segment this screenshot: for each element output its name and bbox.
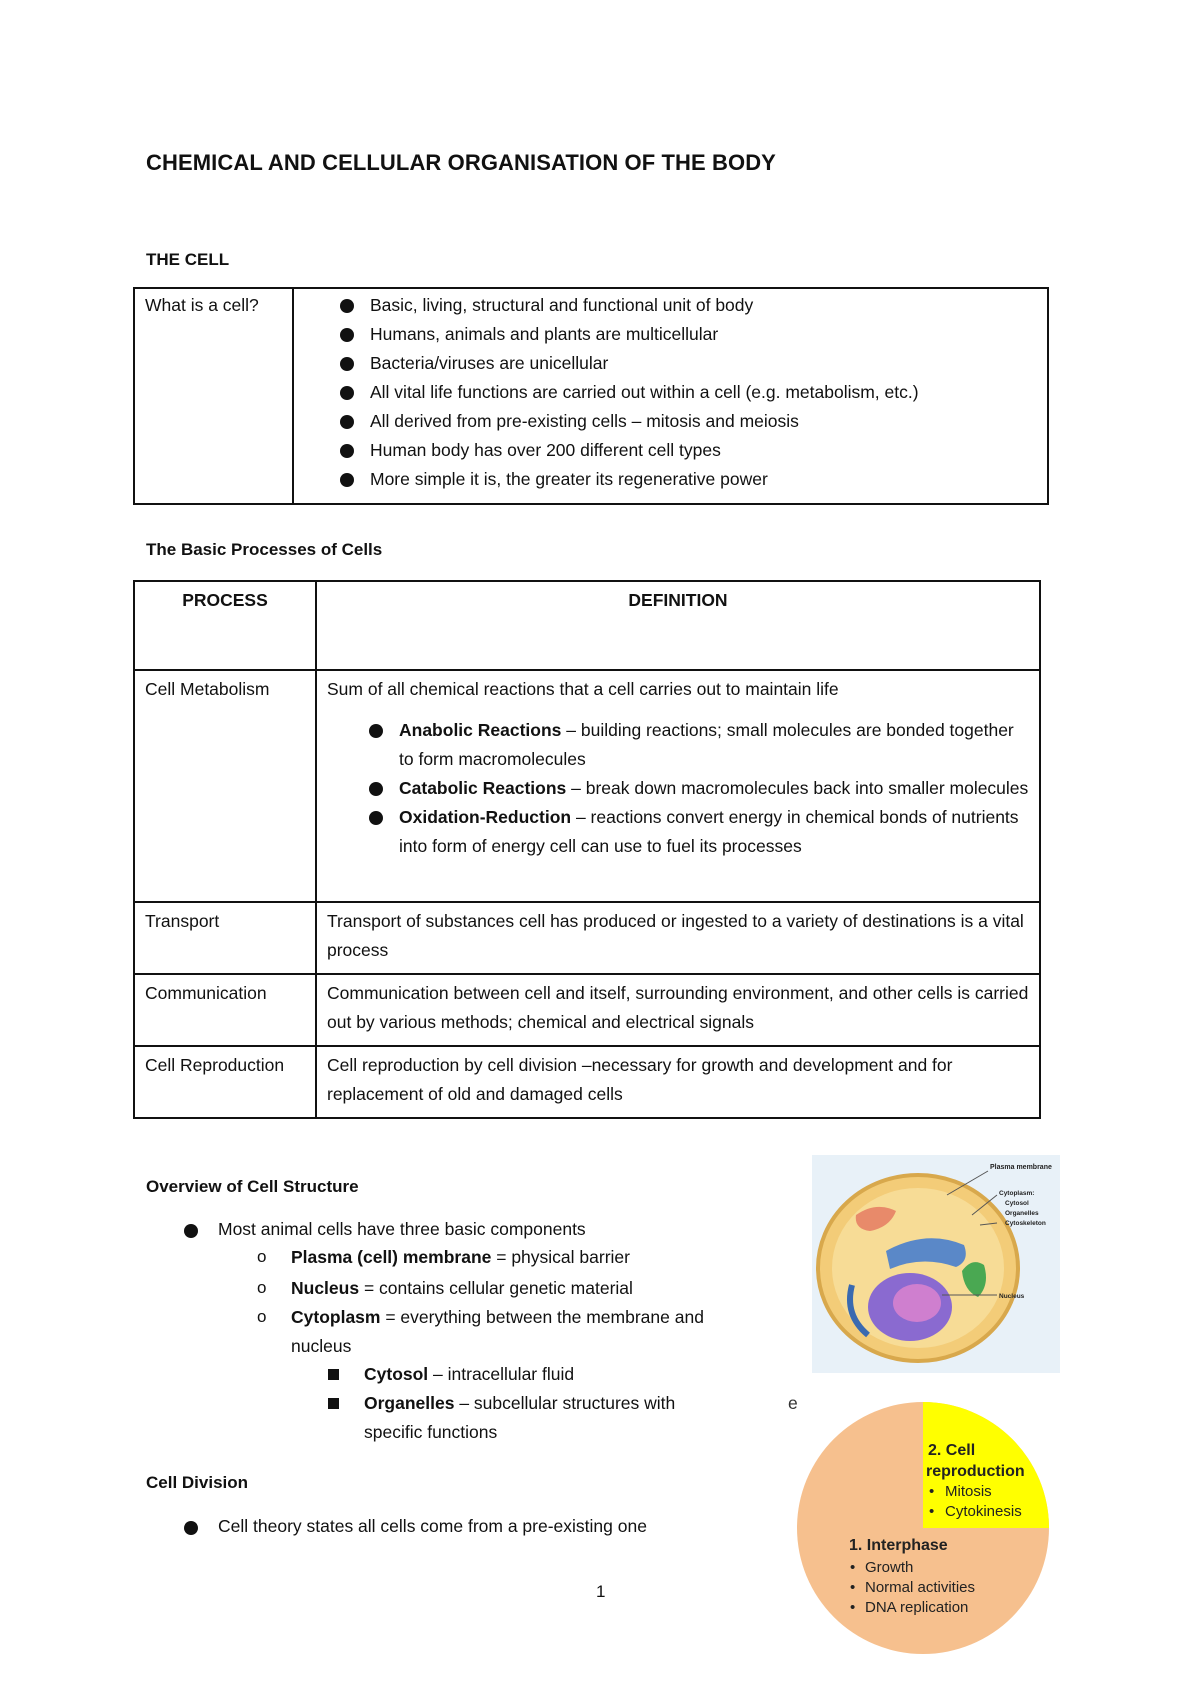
list-item: All vital life functions are carried out within a cell (e.g. metabolism, etc.) [334,378,1037,407]
row-label-reproduction: Cell Reproduction [134,1046,316,1118]
metabolism-intro: Sum of all chemical reactions that a cell carries out to maintain life [327,679,839,699]
page-number: 1 [596,1582,606,1601]
reaction-text: – break down macromolecules back into smaller molecules [566,778,1029,798]
reaction-term: Catabolic Reactions [399,778,567,798]
nucleus-term: Nucleus [291,1278,360,1298]
reproduction-definition: Cell reproduction by cell division –necessary for growth and development and for replacement of old and damaged cells [316,1046,1040,1118]
cytosol-term: Cytosol [364,1364,429,1384]
cytoplasm-line [291,1303,704,1332]
label-cytoskeleton: Cytoskeleton [1005,1220,1046,1227]
list-item [363,716,1029,774]
reproduction-bullet-icon: • [929,1483,935,1500]
row-label-communication: Communication [134,974,316,1046]
section-heading-cell-division: Cell Division [146,1473,249,1492]
overview-bullet-text: Most animal cells have three basic components [218,1219,586,1239]
list-item: All derived from pre-existing cells – mitosis and meiosis [334,407,1037,436]
list-item [363,803,1029,861]
cell-bullet-list [334,291,1037,494]
what-is-a-cell-table [133,287,1049,505]
list-item: Human body has over 200 different cell types [334,436,1037,465]
communication-definition: Communication between cell and itself, surrounding environment, and other cells is carried out by various methods; chemical and electrical signals [316,974,1040,1046]
reproduction-bullet-icon: • [929,1503,935,1520]
metabolism-definition [316,670,1040,902]
interphase-bullet-icon: • [850,1579,856,1596]
nucleus-text: = contains cellular genetic material [359,1278,633,1298]
division-bullet-text: Cell theory states all cells come from a pre-existing one [218,1516,647,1536]
cytosol-line [364,1360,574,1389]
list-item: More simple it is, the greater its regenerative power [334,465,1037,494]
cytoplasm-line-continued: nucleus [291,1336,352,1356]
interphase-item: Growth [865,1559,914,1576]
row-label-transport: Transport [134,902,316,974]
bullet-icon [184,1224,198,1238]
row-label-metabolism: Cell Metabolism [134,670,316,902]
transport-definition: Transport of substances cell has produced or ingested to a variety of destinations is a vital process [316,902,1040,974]
label-cytosol: Cytosol [1005,1200,1029,1207]
list-item: Basic, living, structural and functional unit of body [334,291,1037,320]
cell-cycle-diagram [795,1400,1055,1658]
nucleolus-shape [893,1284,941,1322]
reproduction-title-line2: reproduction [926,1463,1025,1480]
interphase-bullet-icon: • [850,1559,856,1576]
document-title: CHEMICAL AND CELLULAR ORGANISATION OF THE BODY [146,150,776,175]
list-item: Bacteria/viruses are unicellular [334,349,1037,378]
animal-cell-illustration [812,1155,1060,1373]
section-heading-the-cell: THE CELL [146,250,230,269]
list-item [363,774,1029,803]
reproduction-item: Cytokinesis [945,1503,1022,1520]
interphase-bullet-icon: • [850,1599,856,1616]
reaction-term: Anabolic Reactions [399,720,562,740]
organelles-line [364,1389,675,1418]
label-plasma-membrane: Plasma membrane [990,1164,1052,1171]
interphase-item: Normal activities [865,1579,976,1596]
interphase-title: 1. Interphase [849,1537,948,1554]
reproduction-item: Mitosis [945,1483,992,1500]
cytoplasm-term: Cytoplasm [291,1307,381,1327]
stray-character: e [788,1393,798,1413]
organelles-line-continued: specific functions [364,1422,498,1442]
square-bullet-icon [328,1369,339,1380]
organelles-term: Organelles [364,1393,455,1413]
reaction-term: Oxidation-Reduction [399,807,572,827]
section-heading-processes: The Basic Processes of Cells [146,540,383,559]
list-item: Humans, animals and plants are multicellular [334,320,1037,349]
plasma-membrane-line [291,1243,630,1272]
reproduction-title: 2. Cell [928,1442,976,1459]
metabolism-reaction-list [363,716,1029,861]
row-label-what-is-a-cell: What is a cell? [134,288,293,504]
label-cytoplasm: Cytoplasm: [999,1190,1035,1197]
nucleus-line [291,1274,633,1303]
cytosol-text: – intracellular fluid [428,1364,575,1384]
label-organelles: Organelles [1005,1210,1039,1217]
processes-table [133,580,1041,1119]
plasma-text: = physical barrier [491,1247,630,1267]
reaction-text: – reactions convert energy in chemical bonds of nutrients into form of energy cell can use to fuel its processes [399,807,1019,856]
column-header-definition: DEFINITION [316,581,1040,670]
plasma-term: Plasma (cell) membrane [291,1247,492,1267]
reaction-text: – building reactions; small molecules are bonded together to form macromolecules [399,720,1014,769]
column-header-process: PROCESS [134,581,316,670]
o-marker-icon: o [257,1247,267,1266]
bullet-icon [184,1521,198,1535]
square-bullet-icon [328,1398,339,1409]
organelles-text: – subcellular structures with [454,1393,676,1413]
cytoplasm-text: = everything between the membrane and [380,1307,704,1327]
interphase-item: DNA replication [865,1599,969,1616]
cell-definition-cell [293,288,1048,504]
o-marker-icon: o [257,1307,267,1326]
section-heading-overview: Overview of Cell Structure [146,1177,359,1196]
label-nucleus: Nucleus [999,1293,1025,1300]
o-marker-icon: o [257,1278,267,1297]
